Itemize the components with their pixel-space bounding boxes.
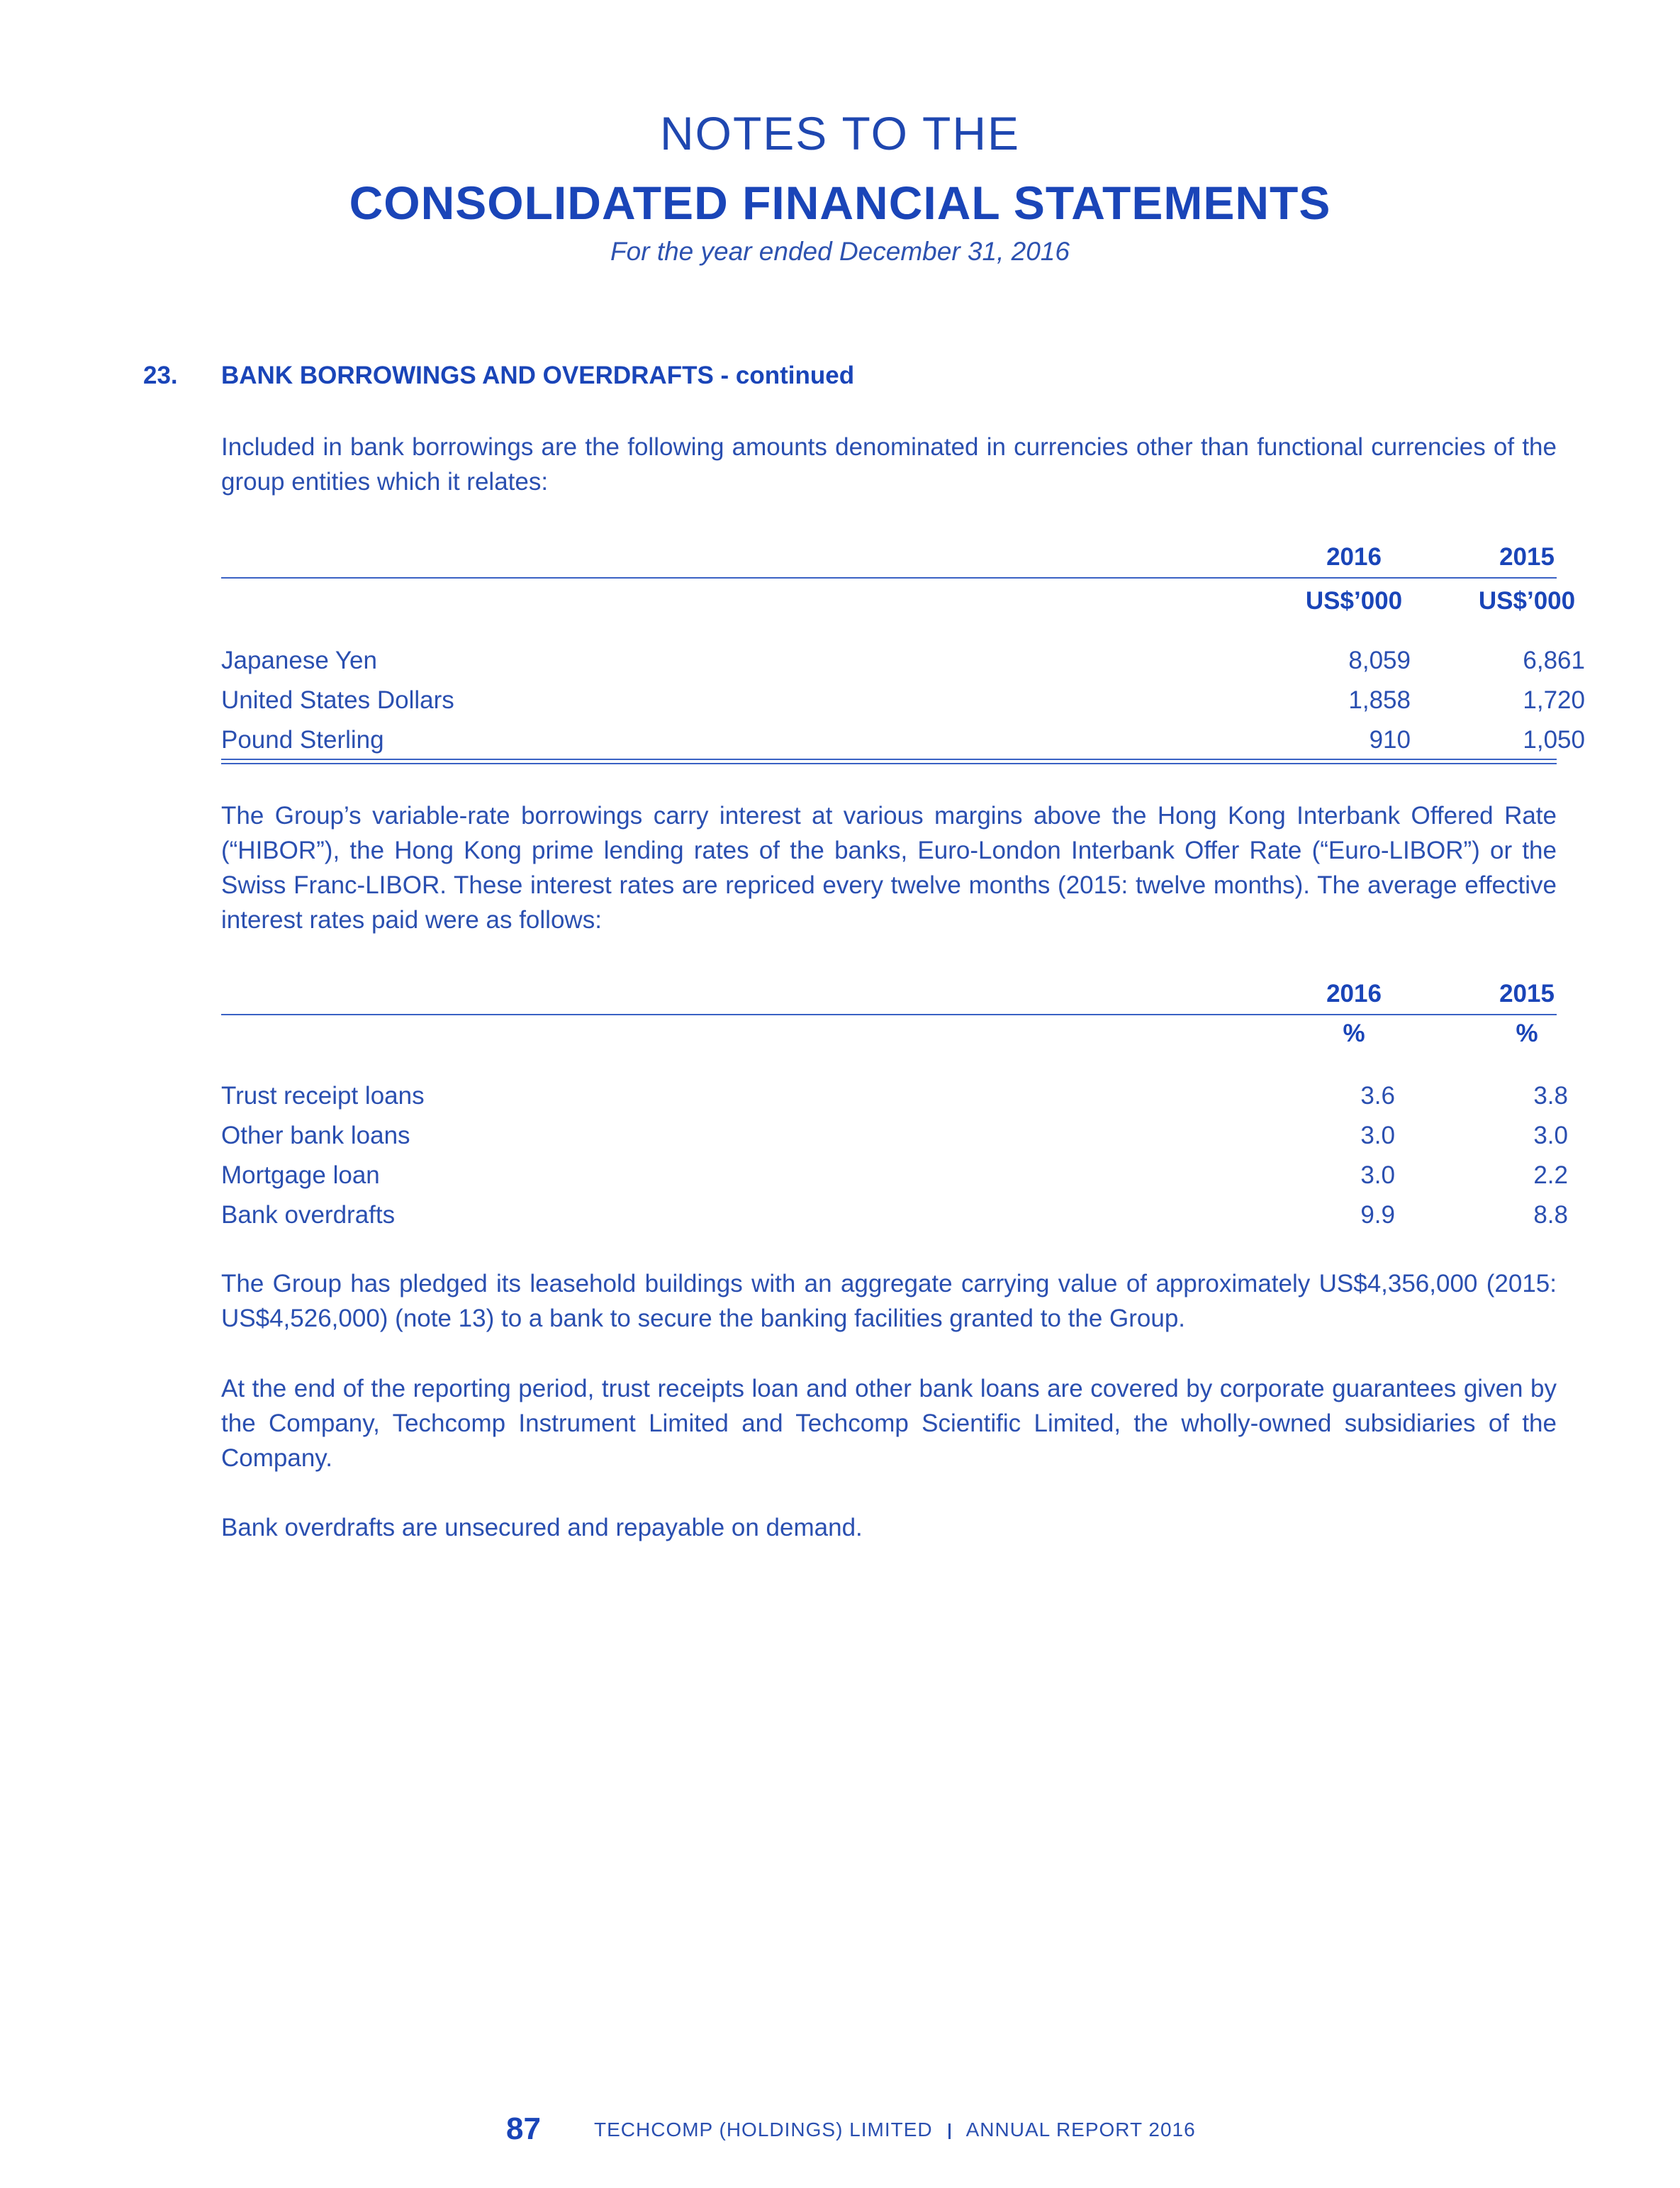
column-header-year-2016: 2016 (1326, 543, 1382, 571)
paragraph-variable-rate: The Group’s variable-rate borrowings carry interest at various margins above the Hong Kong Interbank Offered Rate (“HIBOR”), the Hong Kong prime lending rates of the banks, Euro-London Interbank Offer Rate (“Euro-LIBOR”) or the Swiss Franc-LIBOR. These interest rates are repriced every twelve months (2015: twelve months). The average effective interest rates paid were as follows: (221, 802, 1557, 934)
table-cell-2015: 8.8 (1533, 1201, 1568, 1229)
column-unit-2015: US$’000 (1478, 587, 1576, 615)
table-cell-2015: 6,861 (1523, 647, 1585, 674)
footer-company: TECHCOMP (HOLDINGS) LIMITED (594, 2119, 933, 2140)
table-cell-2015: 2.2 (1533, 1161, 1568, 1189)
table-row-label: Mortgage loan (221, 1161, 380, 1189)
table-rule (221, 1014, 1557, 1015)
table-row-label: Trust receipt loans (221, 1082, 425, 1110)
page-subtitle: For the year ended December 31, 2016 (610, 237, 1070, 266)
table-row-label: United States Dollars (221, 686, 454, 714)
page-number: 87 (506, 2111, 541, 2146)
footer-report: ANNUAL REPORT 2016 (965, 2119, 1196, 2140)
section-number: 23. (143, 362, 178, 389)
column-header-year-2015: 2015 (1499, 980, 1555, 1008)
table-cell-2016: 3.0 (1360, 1161, 1395, 1189)
table-cell-2015: 1,720 (1523, 686, 1585, 714)
page-heading-notes: NOTES TO THE (659, 107, 1021, 160)
table-cell-2015: 3.8 (1533, 1082, 1568, 1110)
table-rule (221, 577, 1557, 579)
page-title: CONSOLIDATED FINANCIAL STATEMENTS (349, 177, 1331, 229)
table-cell-2016: 3.6 (1360, 1082, 1395, 1110)
column-header-year-2015: 2015 (1499, 543, 1555, 571)
table-double-rule (221, 759, 1557, 764)
paragraph-corporate-guarantees: At the end of the reporting period, trust receipts loan and other bank loans are covered by corporate guarantees given by the Company, Techcomp Instrument Limited and Techcomp Scientific Limited, the wholly-owned subsidiaries of the Company. (221, 1375, 1557, 1472)
table-cell-2016: 910 (1369, 726, 1411, 754)
table-cell-2015: 1,050 (1523, 726, 1585, 754)
column-header-year-2016: 2016 (1326, 980, 1382, 1008)
table-cell-2016: 3.0 (1360, 1122, 1395, 1149)
table-cell-2016: 9.9 (1360, 1201, 1395, 1229)
column-unit-2015: % (1516, 1020, 1538, 1047)
paragraph-overdrafts: Bank overdrafts are unsecured and repayable on demand. (221, 1514, 863, 1541)
table-cell-2015: 3.0 (1533, 1122, 1568, 1149)
footer-text (594, 2119, 1196, 2141)
section-title: BANK BORROWINGS AND OVERDRAFTS - continued (221, 362, 855, 389)
column-unit-2016: % (1343, 1020, 1365, 1047)
table-cell-2016: 1,858 (1348, 686, 1411, 714)
table-row-label: Pound Sterling (221, 726, 384, 754)
paragraph-currencies-intro: Included in bank borrowings are the following amounts denominated in currencies other than functional currencies of the group entities which it relates: (221, 433, 1557, 496)
table-row-label: Other bank loans (221, 1122, 410, 1149)
table-cell-2016: 8,059 (1348, 647, 1411, 674)
footer-divider (948, 2123, 951, 2139)
column-unit-2016: US$’000 (1305, 587, 1403, 615)
table-row-label: Japanese Yen (221, 647, 377, 674)
paragraph-pledged-buildings: The Group has pledged its leasehold buildings with an aggregate carrying value of approximately US$4,356,000 (2015: US$4,526,000) (note 13) to a bank to secure the banking facilities granted to the Group. (221, 1270, 1557, 1332)
table-row-label: Bank overdrafts (221, 1201, 396, 1229)
